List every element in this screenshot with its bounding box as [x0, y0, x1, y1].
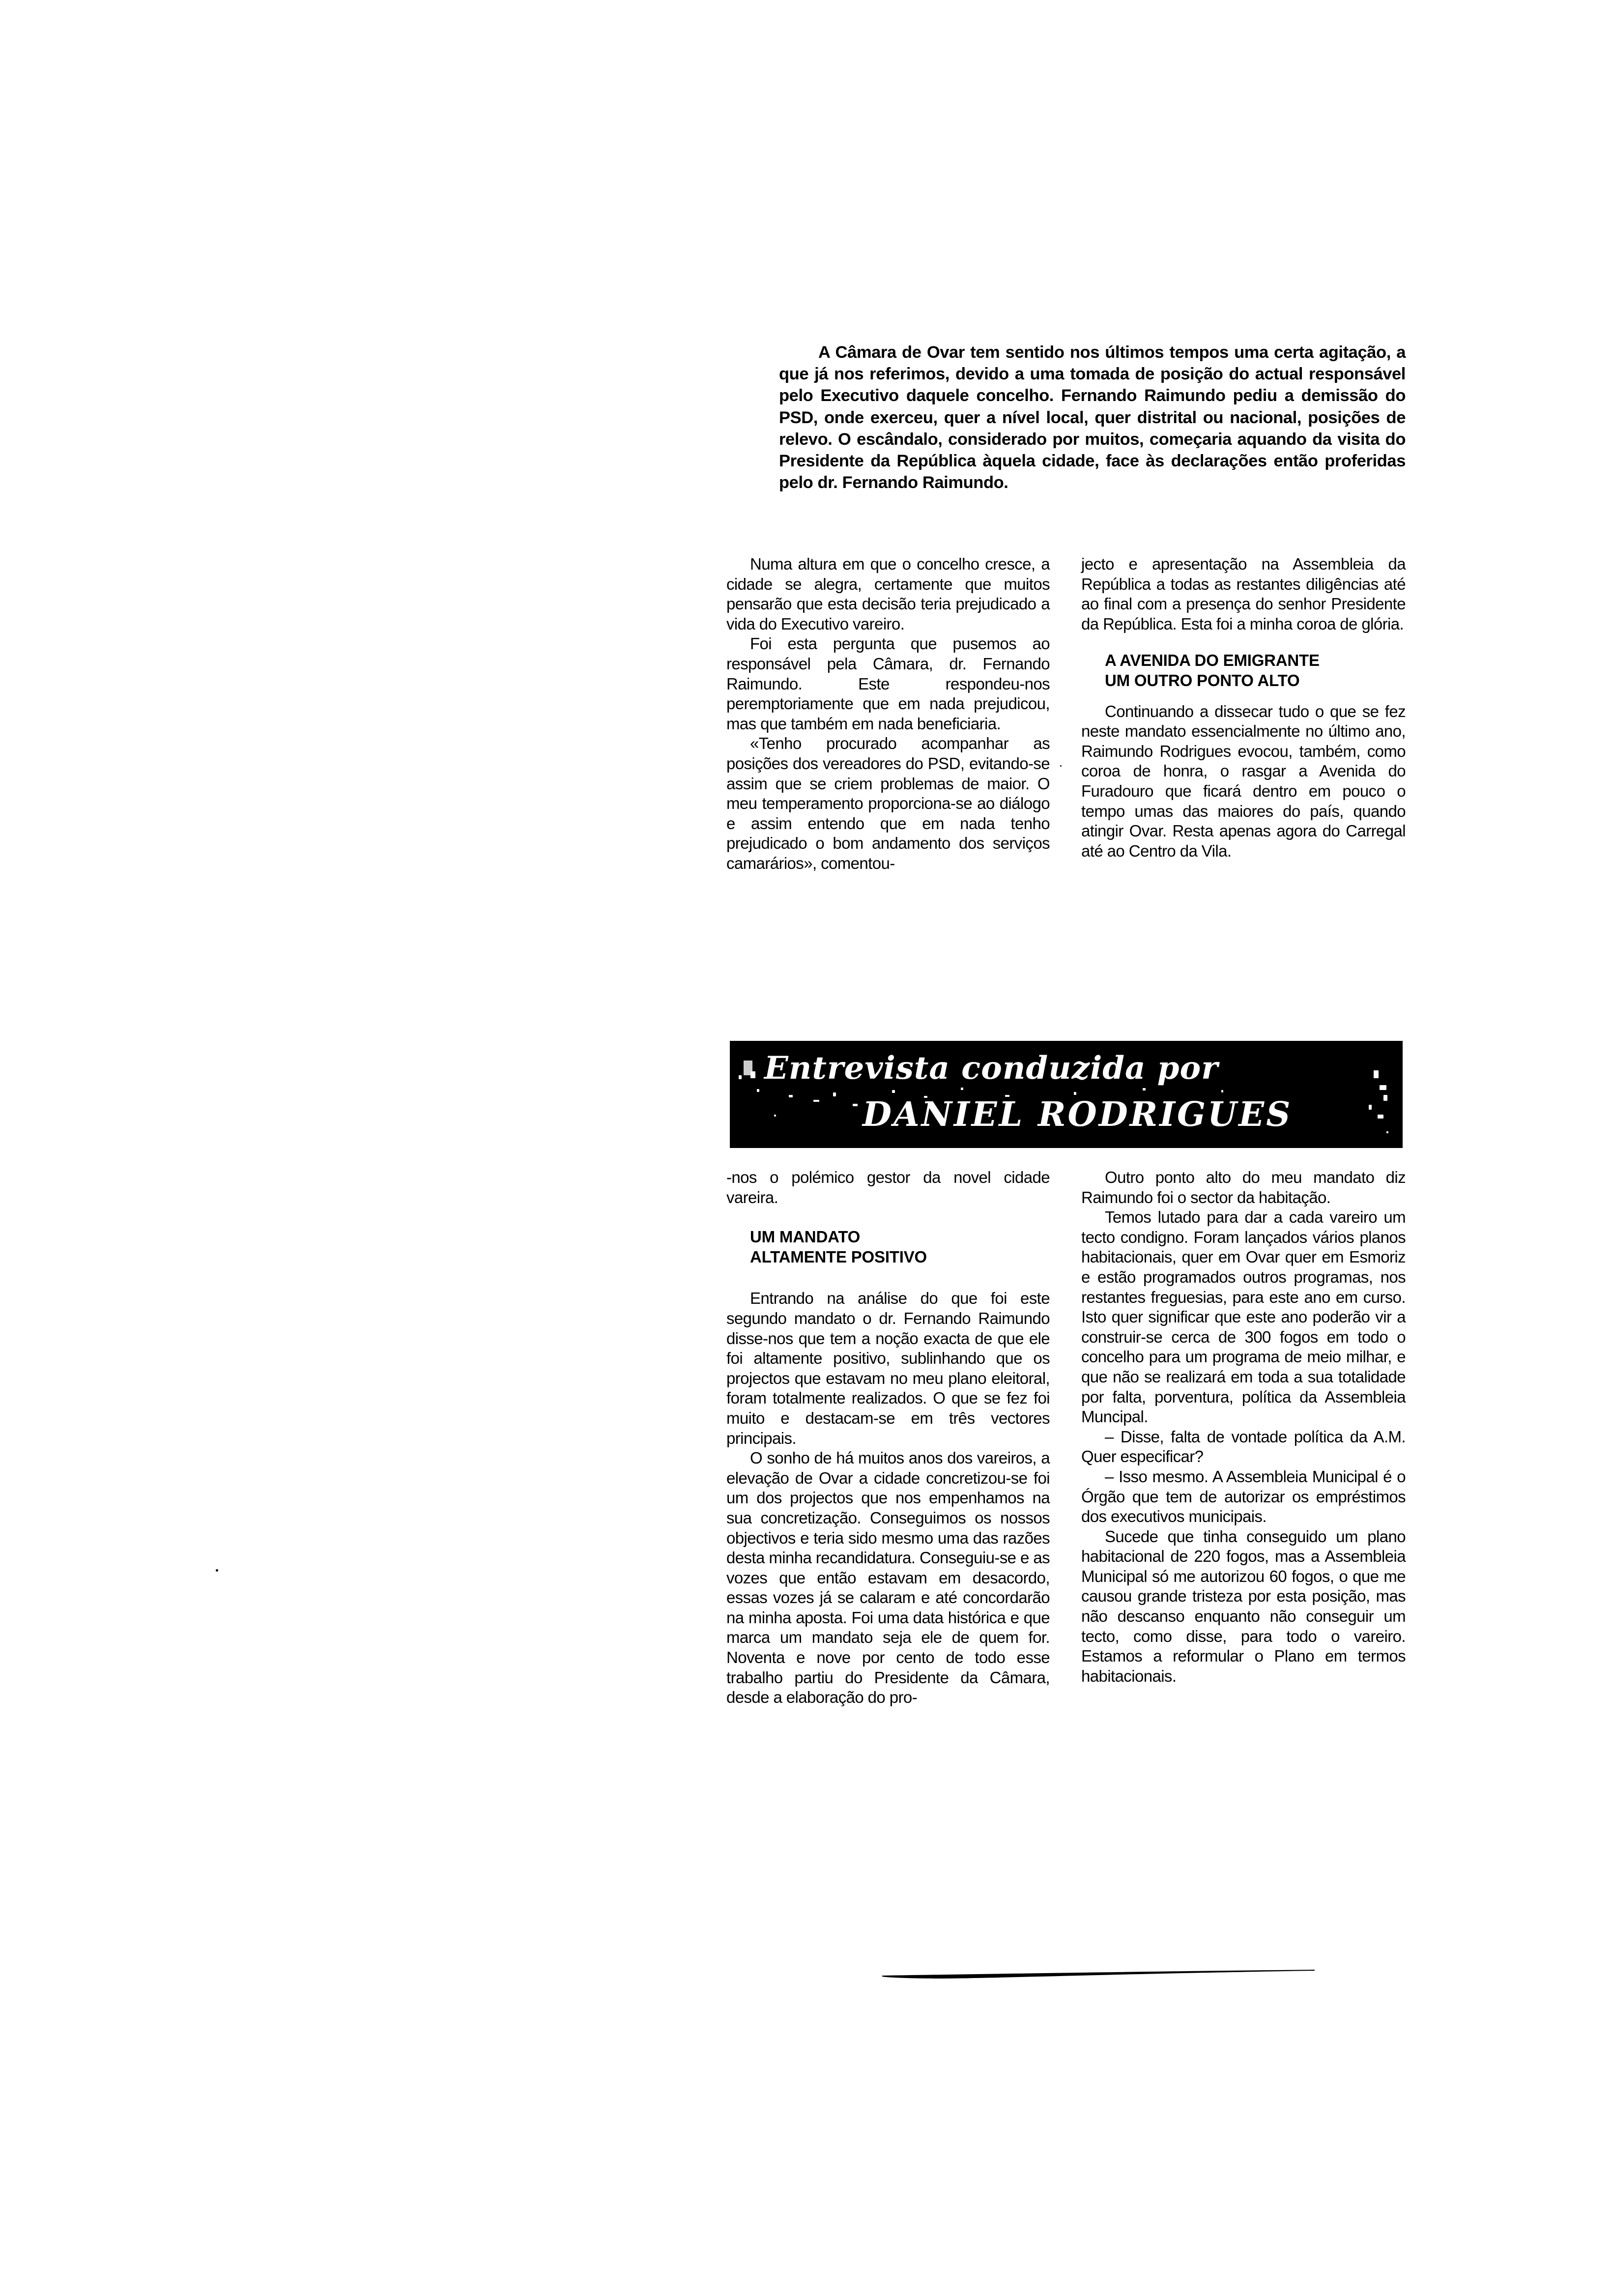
body-paragraph: Sucede que tinha conseguido um plano habitacional de 220 fogos, mas a Assembleia Municipal só me autorizou 60 fogos, o que me causou grande tristeza por esta posição, mas não descanso enquanto não conseguir um tecto, como disse, para todo o vareiro. Estamos a reformular o Plano em termos habitacionais. — [1081, 1527, 1406, 1685]
body-paragraph: «Tenho procurado acompanhar as posições dos vereadores do PSD, evitando-se assim que se criem problemas de maior. O meu temperamento proporciona-se ao diálogo e assim entendo que em nada tenho prejudicado o bom andamento dos serviços camarários», comentou- — [726, 734, 1050, 872]
lead-text: A Câmara de Ovar tem sentido nos últimos tempos uma certa agitação, a que já nos referimos, devido a uma tomada de posição do actual responsável pelo Executivo daquele concelho. Fernando Raimundo pediu a demissão do PSD, onde exerceu, quer a nível local, quer distrital ou nacional, posições de relevo. O escândalo, considerado por muitos, começaria aquando da visita do Presidente da República àquela cidade, face às declarações então proferidas pelo dr. Fernando Raimundo. — [779, 343, 1406, 492]
spacer — [726, 1267, 1050, 1289]
scan-speck — [1060, 765, 1062, 767]
lower-right-column — [1081, 1168, 1406, 1686]
question-paragraph: – Disse, falta de vontade política da A.M. Quer especificar? — [1081, 1427, 1406, 1466]
end-rule-divider — [882, 1970, 1315, 1979]
body-paragraph: Numa altura em que o concelho cresce, a cidade se alegra, certamente que muitos pensarão que esta decisão teria prejudicado a vida do Executivo vareiro. — [726, 555, 1050, 633]
body-paragraph: Temos lutado para dar a cada vareiro um tecto condigno. Foram lançados vários planos habitacionais, quer em Ovar quer em Esmoriz e estão programados outros programas, nos restantes freguesias, para este ano em curso. Isto quer significar que este ano poderão vir a construir-se cerca de 300 fogos em todo o concelho para um programa de meio milhar, e que não se realizará em toda a sua totalidade por falta, porventura, política da Assembleia Muncipal. — [1081, 1208, 1406, 1426]
upper-left-column — [726, 554, 1050, 874]
continuation-paragraph: -nos o polémico gestor da novel cidade vareira. — [726, 1168, 1050, 1206]
lower-left-column — [726, 1168, 1050, 1708]
body-paragraph: Entrando na análise do que foi este segundo mandato o dr. Fernando Raimundo disse-nos que tem a noção exacta de que ele foi altamente positivo, sublinhando que os projectos que estavam no meu plano eleitoral, foram totalmente realizados. O que se fez foi muito e destacam-se em três vectores principais. — [726, 1289, 1050, 1447]
subheading-line-2: UM OUTRO PONTO ALTO — [1105, 671, 1300, 689]
body-paragraph: Continuando a dissecar tudo o que se fez neste mandato essencialmente no último ano, Raimundo Rodrigues evocou, também, como coroa de honra, o rasgar a Avenida do Furadouro que ficará dentro em pouco o tempo umas das maiores do país, quando atingir Ovar. Resta apenas agora do Carregal até ao Centro da Vila. — [1081, 702, 1406, 860]
spacer — [1081, 691, 1406, 702]
byline-banner — [730, 1041, 1403, 1148]
continuation-paragraph: jecto e apresentação na Assembleia da República a todas as restantes diligências até ao final com a presença do senhor Presidente da República. Esta foi a minha coroa de glória. — [1081, 555, 1406, 633]
upper-right-column — [1081, 554, 1406, 861]
subheading-line-2: ALTAMENTE POSITIVO — [750, 1247, 927, 1266]
spacer — [726, 1207, 1050, 1227]
body-paragraph: O sonho de há muitos anos dos vareiros, a elevação de Ovar a cidade concretizou-se foi um dos projectos que nos empenhamos na sua concretização. Conseguimos os nossos objectivos e teria sido mesmo uma das razões desta minha recandidatura. Conseguiu-se e as vozes que então estavam em desacordo, essas vozes já se calaram e até concordarão na minha aposta. Foi uma data histórica e que marca um mandato seja ele de quem for. Noventa e nove por cento de todo esse trabalho partiu do Presidente da Câmara, desde a elaboração do pro- — [726, 1449, 1050, 1707]
scan-speck — [216, 1569, 218, 1572]
body-paragraph: Foi esta pergunta que pusemos ao responsável pela Câmara, dr. Fernando Raimundo. Este respondeu-nos peremptoriamente que em nada prejudicou, mas que também em nada beneficiaria. — [726, 634, 1050, 733]
banner-author-name: DANIEL RODRIGUES — [863, 1095, 1293, 1134]
subheading-line-1: A AVENIDA DO EMIGRANTE — [1105, 651, 1320, 670]
lead-paragraph — [779, 342, 1406, 493]
spacer — [1081, 634, 1406, 651]
answer-paragraph: – Isso mesmo. A Assembleia Municipal é o Órgão que tem de autorizar os empréstimos dos executivos municipais. — [1081, 1467, 1406, 1526]
subheading-line-1: UM MANDATO — [750, 1228, 861, 1246]
body-paragraph: Outro ponto alto do meu mandato diz Raimundo foi o sector da habitação. — [1081, 1168, 1406, 1206]
banner-line-1: Entrevista conduzida por — [764, 1050, 1218, 1087]
